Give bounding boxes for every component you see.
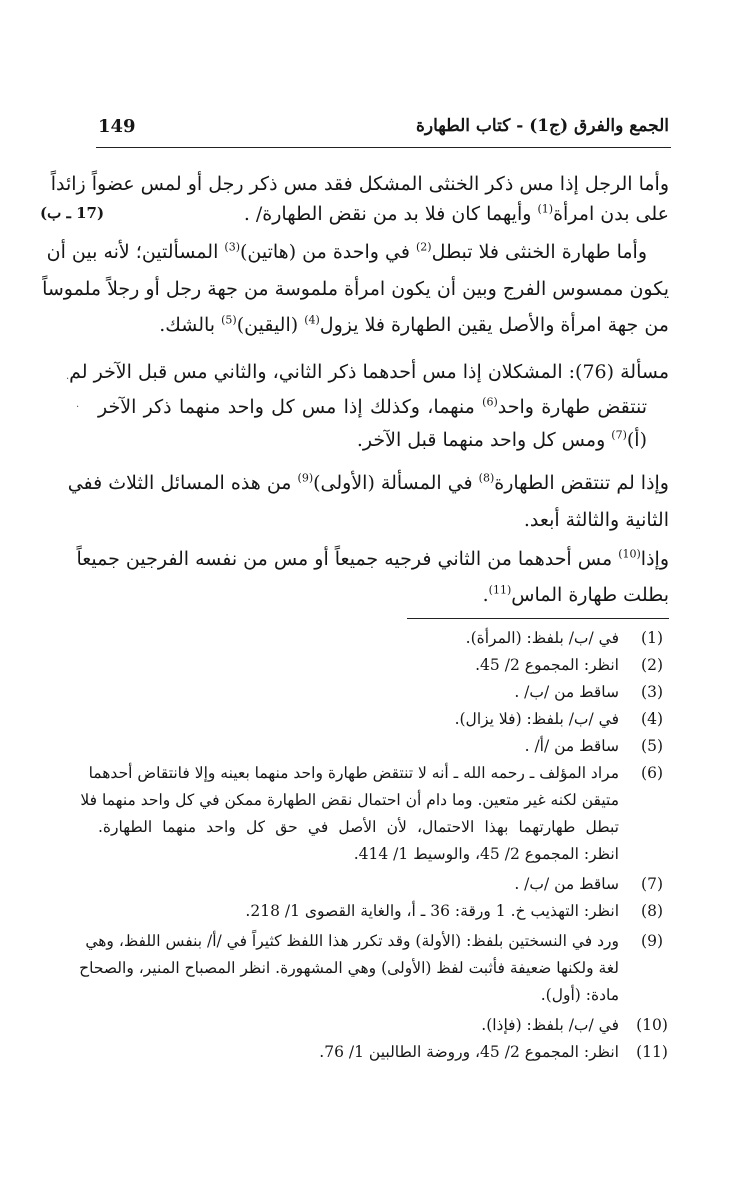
body-line: وأما الرجل إذا مس ذكر الخنثى المشكل فقد مس ذكر رجل أو لمس عضواً زائداً (50, 173, 669, 195)
body-line: من جهة امرأة والأصل يقين الطهارة فلا يزول$^{(4)}$ (اليقين)$^{(5)}$ بالشك. (159, 313, 669, 336)
footnote-number: (11) (636, 1043, 668, 1061)
body-line: وأما طهارة الخنثى فلا تبطل$^{(2)}$ في واحدة من (هاتين)$^{(3)}$ المسألتين؛ لأنه بين أن (46, 240, 647, 263)
body-line: (أ)$^{(7)}$ ومس كل واحد منهما قبل الآخر. (356, 428, 647, 451)
footnote-number: (2) (641, 656, 663, 674)
footnote-continuation: تبطل طهارتهما بهذا الاحتمال، لأن الأصل في حق كل واحد منهما الطهارة. (98, 818, 619, 836)
running-title: الجمع والفرق (ج1) - كتاب الطهارة (416, 116, 669, 136)
footnote-ref: (7) (611, 428, 627, 442)
footnote-text: انظر: المجموع 2/ 45، وروضة الطالبين 1/ 76. (319, 1043, 619, 1061)
body-line: تنتقض طهارة واحد$^{(6)}$ منهما، وكذلك إذا مس كل واحد منهما ذكر الآخر (98, 395, 647, 418)
footnote-number: (1) (641, 629, 663, 647)
footnote-ref: (2) (415, 240, 432, 254)
footnote-ref: (11) (488, 583, 512, 597)
footnote-separator (407, 618, 669, 619)
footnote-continuation: لغة ولكنها ضعيفة فأثبت لفظ (الأولى) وهي المشهورة. انظر المصباح المنير، والصحاح (79, 959, 619, 977)
footnote-ref: (5) (221, 313, 237, 327)
footnote-text: مراد المؤلف ـ رحمه الله ـ أنه لا تنتقض طهارة واحد منهما بعينه وإلا فانتقاض أحدهما (88, 764, 619, 782)
body-line: على بدن امرأة$^{(1)}$ وأيهما كان فلا بد من نقض الطهارة/ . (243, 202, 669, 225)
footnote-ref: (9) (297, 471, 314, 485)
footnote-text: انظر: التهذيب خ. 1 ورقة: 36 ـ أ، والغاية القصوى 1/ 218. (245, 902, 619, 920)
footnote-ref: (10) (618, 547, 641, 561)
footnote-text: ساقط من /ب/ . (514, 683, 619, 701)
body-line: وإذا$^{(10)}$ مس أحدهما من الثاني فرجيه جميعاً أو مس من نفسه الفرجين جميعاً (76, 547, 669, 570)
manuscript-folio-note: (17 ـ ب) (40, 204, 105, 222)
body-line: يكون ممسوس الفرج وبين أن يكون امرأة ملموسة من جهة رجل أو رجلاً ملموساً (42, 278, 669, 300)
body-line: بطلت طهارة الماس$^{(11)}$. (482, 583, 669, 606)
page-header (98, 116, 669, 146)
footnote-ref: (3) (224, 240, 240, 254)
footnote-number: (8) (641, 902, 663, 920)
footnote-number: (6) (641, 764, 663, 782)
footnote-ref: (6) (482, 395, 498, 409)
footnote-text: انظر: المجموع 2/ 45. (475, 656, 619, 674)
body-line: وإذا لم تنتقض الطهارة$^{(8)}$ في المسألة (الأولى)$^{(9)}$ من هذه المسائل الثلاث ففي (67, 471, 669, 494)
footnote-continuation: انظر: المجموع 2/ 45، والوسيط 1/ 414. (353, 845, 619, 863)
scan-speck: · (76, 402, 80, 413)
footnote-continuation: متيقن لكنه غير متعين. وما دام أن احتمال نقض الطهارة ممكن في كل واحد منهما فلا (80, 791, 619, 809)
footnote-text: ساقط من /أ/ . (524, 737, 619, 755)
footnote-continuation: مادة: (أول). (540, 986, 619, 1004)
page-number: 149 (98, 116, 136, 137)
scan-speck: · (66, 374, 70, 385)
footnote-text: ساقط من /ب/ . (514, 875, 619, 893)
footnote-number: (10) (636, 1016, 668, 1034)
footnote-number: (3) (641, 683, 663, 701)
footnote-text: في /ب/ بلفظ: (فلا يزال). (454, 710, 619, 728)
footnote-text: ورد في النسختين بلفظ: (الأولة) وقد تكرر هذا اللفظ كثيراً في /أ/ بنفس اللفظ، وهي (85, 932, 619, 950)
footnote-ref: (8) (478, 471, 495, 485)
footnote-number: (5) (641, 737, 663, 755)
footnote-number: (4) (641, 710, 663, 728)
footnote-ref: (1) (537, 202, 554, 216)
header-rule (96, 147, 671, 148)
footnote-number: (9) (641, 932, 663, 950)
footnote-text: في /ب/ بلفظ: (المرأة). (465, 629, 619, 647)
body-line: الثانية والثالثة أبعد. (523, 509, 669, 531)
footnote-number: (7) (641, 875, 663, 893)
footnote-text: في /ب/ بلفظ: (فإذا). (481, 1016, 619, 1034)
body-line: مسألة (76): المشكلان إذا مس أحدهما ذكر الثاني، والثاني مس قبل الآخر لم (69, 361, 669, 383)
footnote-ref: (4) (304, 313, 320, 327)
